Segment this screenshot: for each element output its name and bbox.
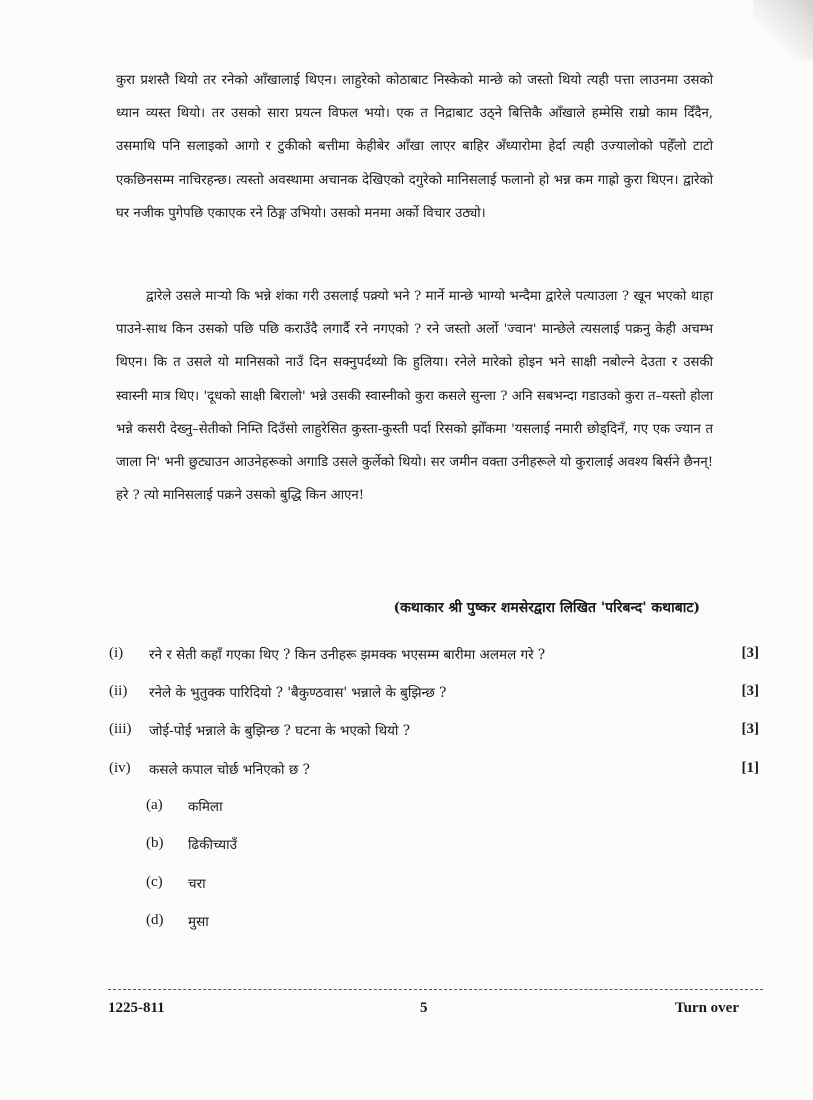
question-row [109,645,759,669]
option-text: चरा [188,876,206,892]
question-text: रनेले के भुतुक्क पारिदियो ? 'बैकुण्ठवास' भन्नाले के बुझिन्छ ? [149,685,447,701]
page-corner-shadow [753,0,813,60]
option-label: (d) [146,912,164,928]
question-row [109,721,759,745]
question-marks: [3] [741,683,759,699]
question-number: (ii) [109,683,128,699]
option-text: ढिकीच्याउँ [188,837,238,853]
paper-code: 1225-811 [108,1000,165,1016]
option-text: मुसा [188,914,209,930]
turn-over-label: Turn over [674,1000,739,1016]
page-number: 5 [420,1000,428,1016]
footer-divider [108,989,763,990]
passage-paragraph-2: द्वारेले उसले मार्‍यो कि भन्ने शंका गरी उसलाई पक्र्यो भने ? मार्ने मान्छे भाग्यो भन्दैमा द्वारेले पत्याउला ? खून भएको थाहा पाउने-साथ किन उसको पछि पछि कराउँदै लगार्दै रने नगएको ? रने जस्तो अर्लो 'ज्वान' मान्छेले त्यसलाई पक्रनु केही अचम्भ थिएन। कि त उसले यो मानिसको नाउँ दिन सक्नुपर्दथ्यो कि हुलिया। रनेले मारेको होइन भने साक्षी नबोल्ने देउता र उसकी स्वास्नी मात्र थिए। 'दूधको साक्षी बिरालो' भन्ने उसकी स्वास्नीको कुरा कसले सुन्ला ? अनि सबभन्दा गडाउको कुरा त–यस्तो होला भन्ने कसरी देख्नु–सेतीको निम्ति दिउँसो लाहुरेसित कुस्ता-कुस्ती पर्दा रिसको झोँकमा 'यसलाई नमारी छोड्दिनँ, गए एक ज्यान त जाला नि' भनी छुट्याउन आउनेहरूको अगाडि उसले कुर्लेको थियो। सर जमीन वक्ता उनीहरूले यो कुरालाई अवश्य बिर्सने छैनन्! हरे ? त्यो मानिसलाई पक्रने उसको बुद्धि किन आएन! [116,289,713,504]
question-marks: [3] [741,645,759,661]
question-row [109,760,759,784]
passage-paragraph-1: कुरा प्रशस्तै थियो तर रनेको आँखालाई थिएन। लाहुरेको कोठाबाट निस्केको मान्छे को जस्तो थियो त्यही पत्ता लाउनमा उसको ध्यान व्यस्त थियो। तर उसको सारा प्रयत्न विफल भयो। एक त निद्राबाट उठ्ने बित्तिकै आँखाले हम्मेसि राम्रो काम दिँदैन, उसमाथि पनि सलाइको आगो र टुकीको बत्तीमा केहीबेर आँखा लाएर बाहिर अँध्यारोमा हेर्दा त्यही उज्यालोको पहेँलो टाटो एकछिनसम्म नाचिरहन्छ। त्यस्तो अवस्थामा अचानक देखिएको दगुरेको मानिसलाई फलानो हो भन्न कम गाह्रो कुरा थिएन। द्वारेको घर नजीक पुगेपछि एकाएक रने ठिङ्ग उभियो। उसको मनमा अर्को विचार उठ्यो। [116,73,713,221]
question-marks: [1] [741,760,759,776]
question-marks: [3] [741,721,759,737]
question-text: जोई-पोई भन्नाले के बुझिन्छ ? घटना के भएको थियो ? [149,723,410,739]
question-number: (iii) [109,721,132,737]
question-number: (i) [109,645,124,661]
story-attribution: (कथाकार श्री पुष्कर शमसेरद्वारा लिखित 'परिबन्द' कथाबाट) [393,600,700,616]
option-label: (c) [146,874,163,890]
question-text: रने र सेती कहाँ गएका थिए ? किन उनीहरू झमक्क भएसम्म बारीमा अलमल गरे ? [149,647,546,663]
question-number: (iv) [109,760,131,776]
question-row [109,683,759,707]
option-label: (a) [146,797,163,813]
option-text: कमिला [188,799,223,815]
question-text: कसले कपाल चोर्छ भनिएको छ ? [149,762,310,778]
option-label: (b) [146,835,164,851]
